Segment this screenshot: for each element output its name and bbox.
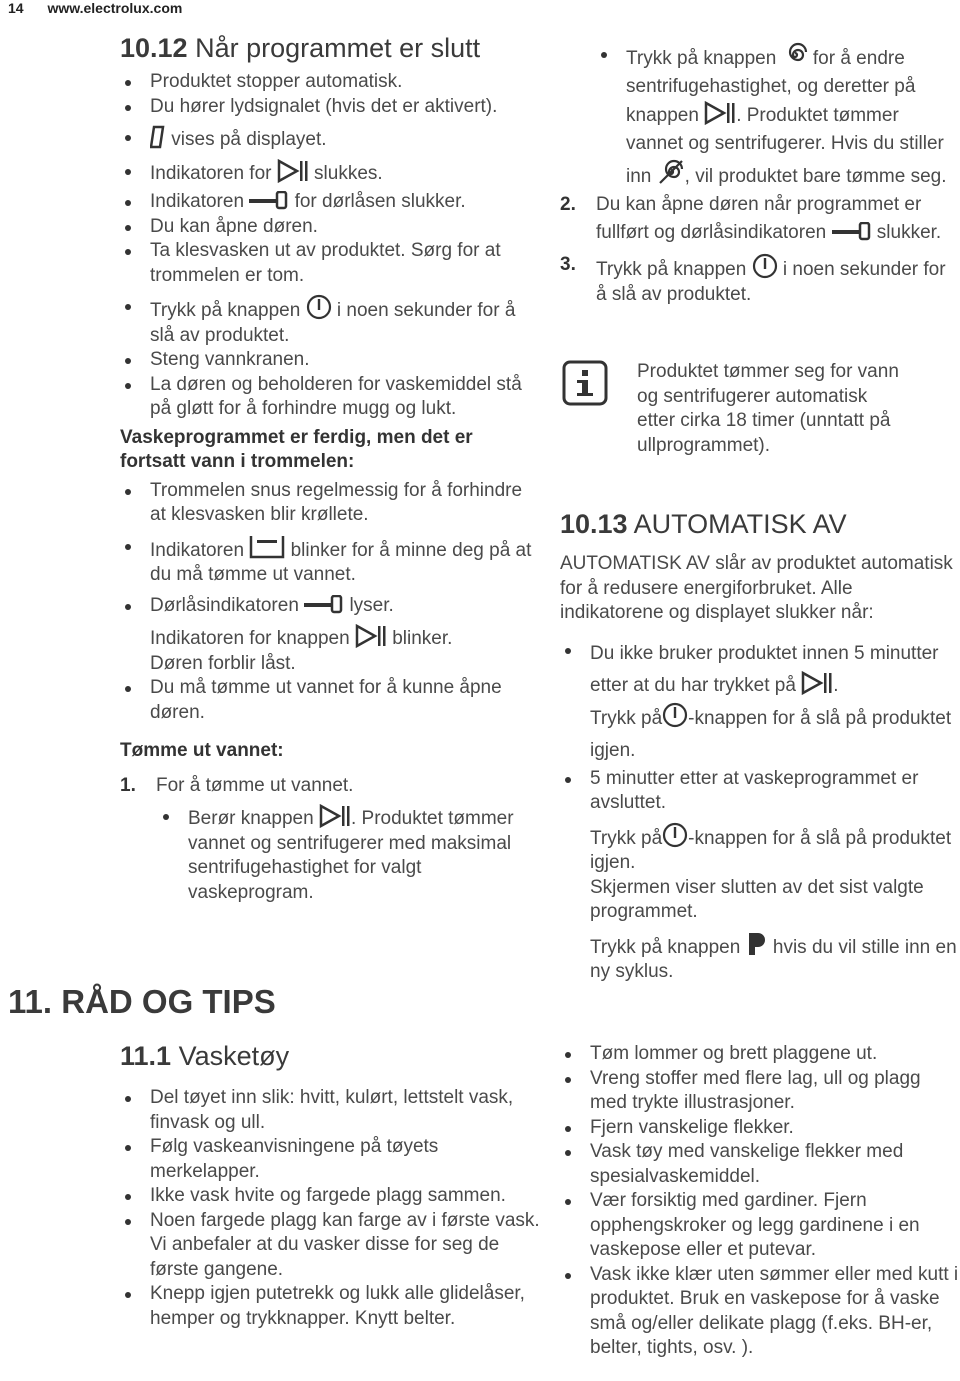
- drain-indicator-icon: [249, 534, 285, 560]
- list-item: Indikatoren for slukkes.: [120, 159, 540, 187]
- list-item: Du må tømme ut vannet for å kunne åpne døren.: [120, 676, 540, 725]
- section-title: 11.1 Vasketøy: [120, 1041, 290, 1071]
- list-item: Du kan åpne døren.: [120, 215, 540, 240]
- list-item: 5 minutter etter at vaskeprogrammet er avsluttet. Trykk på -knappen for å slå på produktet igjen. Skjermen viser slutten av det sist valgte programmet. Trykk på knappen hvis du vil stille inn en ny syklus.: [560, 767, 960, 985]
- list-item: Trommelen snus regelmessig for å forhindre at klesvasken blir krøllete.: [120, 479, 540, 528]
- section-title: 10.12 Når programmet er slutt: [120, 33, 481, 63]
- list-item: Fjern vanskelige flekker.: [560, 1116, 960, 1141]
- laundry-list-left: [120, 1086, 540, 1331]
- info-text: Produktet tømmer seg for vann og sentrifugerer automatisk etter cirka 18 timer (unntatt på ullprogrammet).: [637, 361, 899, 456]
- page-header: [8, 0, 182, 16]
- section-title: 10.13 AUTOMATISK AV: [560, 509, 847, 539]
- power-icon: [662, 702, 688, 728]
- chapter-title: 11. RÅD OG TIPS: [8, 983, 276, 1020]
- start-pause-icon: [277, 159, 309, 183]
- spin-icon: [782, 42, 808, 68]
- list-item: Følg vaskeanvisningene på tøyets merkelapper.: [120, 1135, 540, 1184]
- page-number: 14: [8, 0, 24, 16]
- power-icon: [662, 822, 688, 848]
- list-item: Tøm lommer og brett plaggene ut.: [560, 1042, 960, 1067]
- list-item: Du hører lydsignalet (hvis det er aktivert).: [120, 95, 540, 120]
- drain-heading: Vaskeprogrammet er ferdig, men det er fortsatt vann i trommelen:: [120, 426, 473, 472]
- list-item: Vask tøy med vanskelige flekker med spesialvaskemiddel.: [560, 1140, 960, 1189]
- laundry-list-right: [560, 1042, 960, 1361]
- auto-off-text: AUTOMATISK AV slår av produktet automatisk for å redusere energiforbruket. Alle indikatorene og displayet slukker når:: [560, 553, 953, 623]
- list-item: Vask ikke klær uten sømmer eller med kutt i produktet. Bruk en vaskepose for å vaske små og/eller delikate plagg (f.eks. BH-er, belter, tights, osv. ).: [560, 1263, 960, 1361]
- key-lock-icon: [304, 595, 344, 615]
- drain-list: [120, 479, 540, 726]
- power-icon: [306, 294, 332, 320]
- step-1: 1. For å tømme ut vannet.: [120, 774, 354, 796]
- list-item: vises på displayet.: [120, 125, 540, 153]
- list-item: Berør knappen . Produktet tømmer vannet og sentrifugerer med maksimal sentrifugehastighet for valgt vaskeprogram.: [120, 804, 540, 905]
- start-pause-icon: [704, 101, 736, 125]
- start-pause-icon: [801, 671, 833, 695]
- drain-steps-heading: Tømme ut vannet:: [120, 740, 284, 761]
- list-item: Indikatoren for dørlåsen slukker.: [120, 190, 540, 215]
- list-item: Produktet stopper automatisk.: [120, 70, 540, 95]
- zero-display-icon: [150, 125, 166, 149]
- section-10-12: [120, 32, 540, 905]
- no-spin-icon: [657, 158, 685, 186]
- site-url: www.electrolux.com: [47, 0, 183, 16]
- list-item: Trykk på knappen for å endre sentrifugehastighet, og deretter på knappen . Produktet tømmer vannet og sentrifugerer. Hvis du stiller inn , vil produktet bare tømme seg.: [596, 42, 960, 191]
- end-list: [120, 70, 540, 422]
- section-11-1-right: [560, 1042, 960, 1361]
- list-item: Ta klesvasken ut av produktet. Sørg for at trommelen er tom.: [120, 239, 540, 288]
- section-11-1: [120, 1040, 540, 1331]
- list-item: Vreng stoffer med flere lag, ull og plagg med trykte illustrasjoner.: [560, 1067, 960, 1116]
- key-lock-icon: [832, 222, 872, 242]
- power-icon: [752, 253, 778, 279]
- list-item: Knepp igjen putetrekk og lukk alle glidelåser, hemper og trykknapper. Knytt belter.: [120, 1282, 540, 1331]
- list-item: La døren og beholderen for vaskemiddel stå på gløtt for å forhindre mugg og lukt.: [120, 373, 540, 422]
- list-item: Indikatoren blinker for å minne deg på at du må tømme ut vannet.: [120, 534, 540, 588]
- list-item: Ikke vask hvite og fargede plagg sammen.: [120, 1184, 540, 1209]
- info-note: [562, 360, 960, 458]
- start-pause-icon: [355, 624, 387, 648]
- list-item: Trykk på knappen i noen sekunder for å slå av produktet.: [120, 294, 540, 348]
- list-item: Vær forsiktig med gardiner. Fjern opphengskroker og legg gardinene i en vaskepose eller et putevar.: [560, 1189, 960, 1263]
- step-1-list: [120, 804, 540, 905]
- info-icon: [562, 360, 608, 406]
- key-lock-icon: [249, 191, 289, 211]
- step-2: 2. Du kan åpne døren når programmet er fullført og dørlåsindikatoren slukker.: [560, 194, 942, 243]
- section-10-13: [560, 508, 960, 985]
- list-item: Du ikke bruker produktet innen 5 minutter etter at du har trykket på . Trykk på -knappen for å slå på produktet igjen.: [560, 638, 960, 767]
- auto-off-list: [560, 638, 960, 985]
- drain-list-continued: [596, 42, 960, 191]
- p-button-icon: [746, 931, 768, 957]
- list-item: Steng vannkranen.: [120, 348, 540, 373]
- list-item: Del tøyet inn slik: hvitt, kulørt, lettstelt vask, finvask og ull.: [120, 1086, 540, 1135]
- drain-continued: [560, 42, 960, 307]
- step-3: 3. Trykk på knappen i noen sekunder for å slå av produktet.: [560, 254, 946, 305]
- list-item: Dørlåsindikatoren lyser. Indikatoren for knappen blinker. Døren forblir låst.: [120, 594, 540, 677]
- list-item: Noen fargede plagg kan farge av i første vask. Vi anbefaler at du vasker disse for seg de første gangene.: [120, 1209, 540, 1283]
- start-pause-icon: [319, 804, 351, 828]
